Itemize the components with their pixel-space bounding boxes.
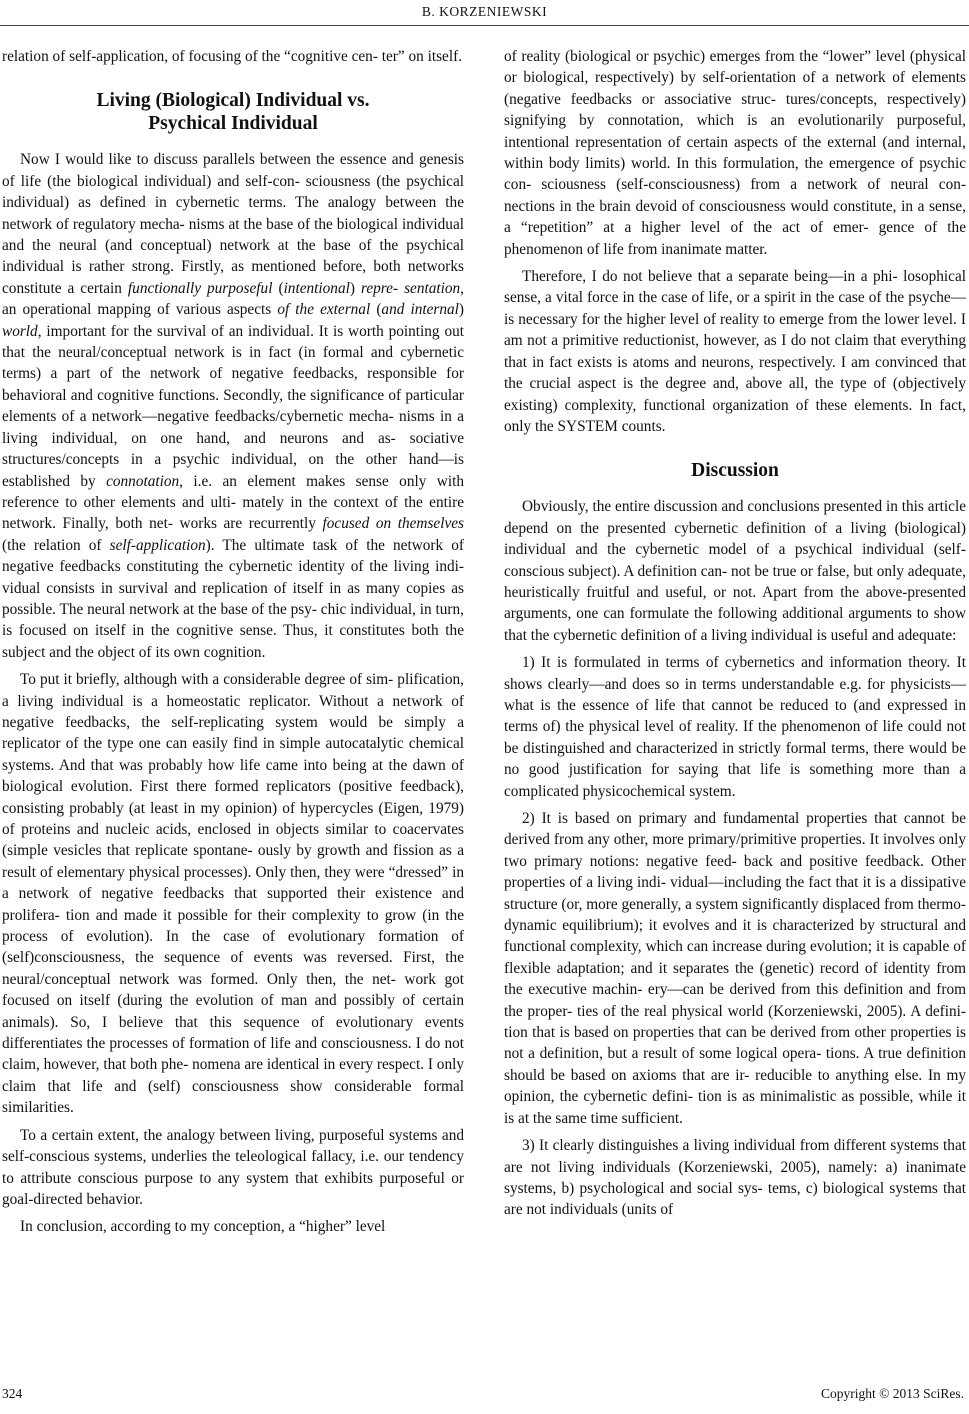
emphasis: of the external [277,301,371,319]
section-heading: Discussion [691,460,779,482]
text-run: , an operational mapping of various aspects [2,279,464,319]
heading-line: Living (Biological) Individual vs. [96,90,370,112]
emphasis: functionally purposeful [127,279,273,297]
left-column [2,46,464,1238]
header-rule [0,25,969,26]
paragraph: Obviously, the entire discussion and conclusions presented in this article depend on the presented cybernetic definition of a living (biological) individual and the cybernetic model of a psychical individual (self-conscious subject). A definition can- not be true or false, but only adequate, heuristically fruitful and useful, or not. Apart from the above-presented arguments, one can formulate the following additional arguments to show that the cybernetic definition of a living individual is useful and adequate: [504,498,966,644]
heading-line: Psychical Individual [148,113,318,135]
paragraph: In conclusion, according to my conception, a “higher” level [20,1218,386,1236]
emphasis: world [2,322,38,340]
paragraph [2,149,464,663]
running-head: B. KORZENIEWSKI [421,4,548,19]
text-run: ( [370,301,382,319]
paragraph: Therefore, I do not believe that a separate being—in a phi- losophical sense, a vital force in the case of life, or a spirit in the case of the psyche—is necessary for the higher level of reality to emerge from the lower level. I am not a primitive reductionist, however, as I do not claim that everything that in fact exists is atoms and neurons, respectively. I am convinced that the crucial aspect is the degree and, above all, the type of (objectively existing) complexity, functional organization of these elements. In fact, only the SYSTEM counts. [504,268,966,435]
paragraph: To put it briefly, although with a considerable degree of sim- plification, a living individual is a homeostatic replicator. Without a network of negative feedbacks, the self-replicating system would be simply a replicator of the type one can easily find in simple autocatalytic chemical systems. And that was probably how life came into being at the dawn of biological evolution. First there formed replicators (positive feedback), consisting probably (at least in my opinion) of hypercycles (Eigen, 1979) of proteins and nucleic acids, enclosed in objects similar to coacervates (simple vesicles that replicate spontane- ously by growth and fission as a result of elementary physical processes). Only then, they were “dressed” in a network of negative feedbacks that supported their existence and prolifera- tion and made it possible for their complexity to grow (in the process of evolution). In the case of evolutionary formation of (self)consciousness, the sequence of events was reversed. First, the neural/conceptual network was formed. Only then, the net- work got focused on itself (during the evolution of man and possibly of certain animals). So, I believe that this sequence of evolutionary events differentiates the processes of formation of life and consciousness. I do not claim, however, that both phe- nomena are identical in every respect. I only claim that life and (self) consciousness show considerable formal similarities. [2,671,464,1117]
emphasis: focused on themselves [322,515,464,533]
text-run: , important for the survival of an individual. It is worth pointing out that the neural/conceptual network is in fact (in formal and cybernetic terms) a part of the network of negative feedbacks, responsible for behavioral and cognitive functions. Secondly, the significance of particular elements of a network—negative feedbacks/cybernetic mecha- nisms in a living individual, on one hand, and neurons and as- sociative structures/concepts in a psychic individual, on the other hand—is established by [2,322,464,490]
paragraph: 3) It clearly distinguishes a living individual from different systems that are not living individuals (Korzeniewski, 2005), namely: a) inanimate systems, b) psychological and social sys- tems, c) biological systems that are not individuals (units of [504,1137,966,1219]
right-column [504,46,966,1221]
emphasis: repre- sentation [360,279,461,297]
copyright-notice: Copyright © 2013 SciRes. [820,1386,964,1401]
section-heading [2,89,464,135]
paragraph: relation of self-application, of focusing of the “cognitive cen- ter” on itself. [2,48,463,65]
paragraph: of reality (biological or psychic) emerges from the “lower” level (physical or biological, respectively) by self-orientation of a network of elements (negative feedbacks or associative struc- tures/concepts, respectively) signifying by connotation, which is an evolutionarily purposeful, intentional representation of certain aspects of the external (and internal, within body limits) world. In this formulation, the emergence of psychic con- sciousness (self-consciousness) from a network of neural con- nections in the brain devoid of consciousness would constitute, in a sense, a “repetition” at a higher level of the act of emer- gence of the phenomenon of life from inanimate matter. [504,48,966,258]
paragraph: To a certain extent, the analogy between living, purposeful systems and self-conscious systems, underlies the teleological fallacy, i.e. our tendency to attribute conscious purpose to any system that exhibits purposeful or goal-directed behavior. [2,1126,464,1208]
paragraph: 2) It is based on primary and fundamental properties that cannot be derived from any other, more primary/primitive properties. It involves only two primary notions: negative feed- back and positive feedback. Other properties of a living indi- vidual—including the fact that it is a dissipative structure (or, more generally, a system significantly displaced from thermo- dynamic equilibrium); it evolves and it is characterized by structural and functional complexity, which can increase during evolution; it is capable of flexible adaptation; and it separates the (genetic) record of identity from the executive machin- ery—can be derived from this definition and from the proper- ties of the real physical world (Korzeniewski, 2005). A defini- tion that is based on properties that can be derived from other properties is not a definition, but a result of some logical opera- tions. A true definition should be based on axioms that are ir- reducible to anything else. In my opinion, the cybernetic defini- tion is as minimalistic as possible, while it is at the same time sufficient. [504,810,966,1127]
text-run: , i.e. an element makes sense only with reference to other elements and ulti- mately in the context of the entire network. Finally, both net- works are recurrently [2,472,464,533]
text-run: ). The ultimate task of the network of negative feedbacks constituting the cybernetic identity of the living indi- vidual consists in survival and replication of itself in as many copies as possible. The neural network at the base of the psy- chic individual, in turn, is focused on itself in the cognitive sense. Thus, it constitutes both the subject and the object of its own cognition. [2,536,465,661]
text-run: Now I would like to discuss parallels between the essence and genesis of life (the biological individual) and self-con- sciousness (the psychical individual) as defined in cybernetic terms. The analogy between the network of regulatory mecha- nisms at the base of the biological individual and the neural (and conceptual) network at the base of the psychical individual is rather strong. Firstly, as mentioned before, both networks constitute a certain [2,151,464,297]
emphasis: self-application [109,536,206,554]
text-run: (the relation of [2,536,110,554]
emphasis: intentional [283,279,350,297]
paragraph: 1) It is formulated in terms of cybernetics and information theory. It shows clearly—and does so in terms understandable e.g. for physicists—what is the essence of life that cannot be reduced to (and expressed in terms of) the physical level of reality. If the phenomenon of life could not be distinguished and characterized in strictly formal terms, there would be no good justification for saying that life is something more than a complicated physicochemical system. [504,654,966,800]
emphasis: connotation [106,472,180,490]
text-run: ) [458,301,465,319]
page-number: 324 [2,1386,23,1401]
text-run: ) [349,279,361,297]
emphasis: and internal [381,301,459,319]
text-run: ( [272,279,284,297]
